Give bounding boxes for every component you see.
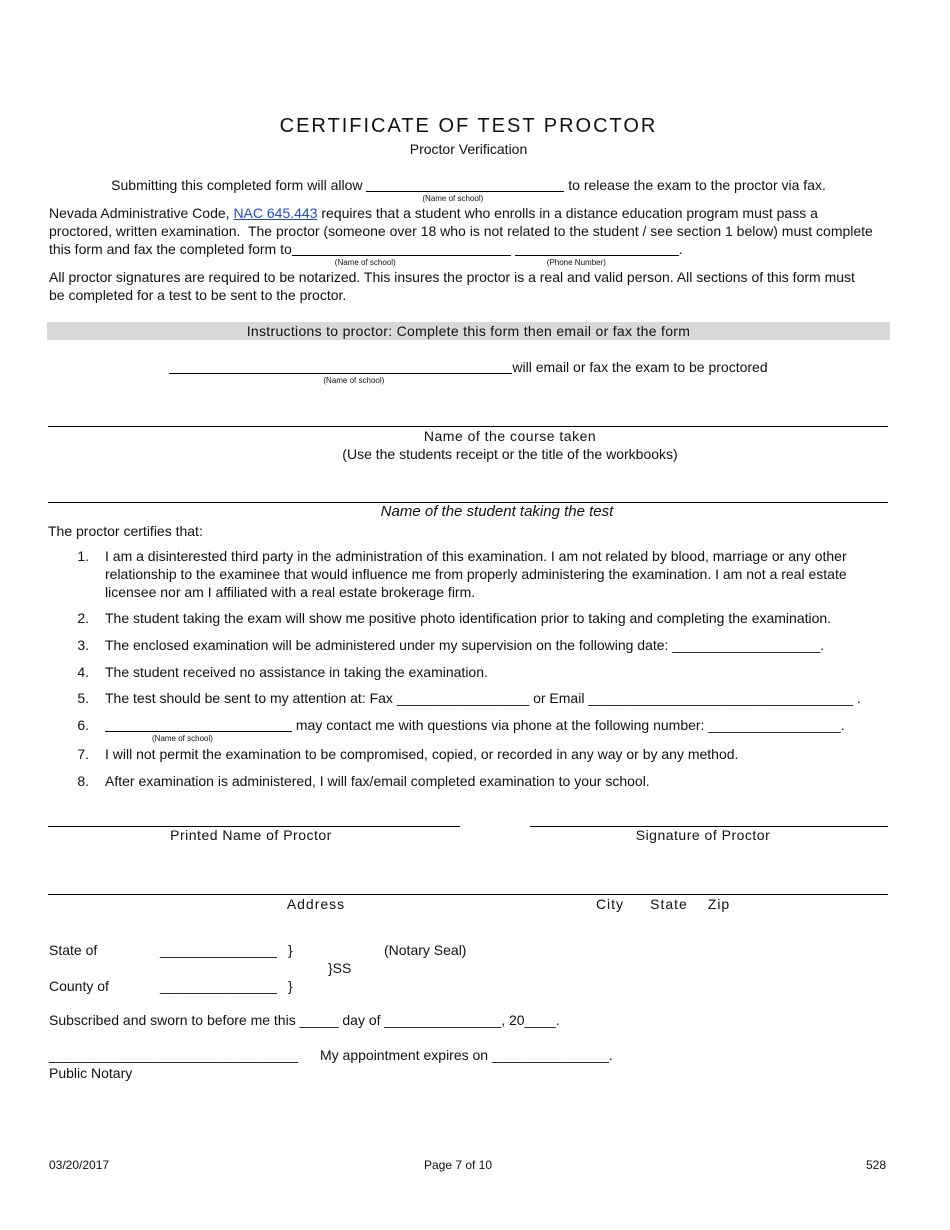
- notary-state-blank: _______________: [160, 942, 277, 958]
- notary-brace: }: [288, 978, 293, 994]
- item-text-line: licensee nor am I affiliated with a real estate brokerage firm.: [105, 584, 476, 600]
- notary-county-blank: _______________: [160, 978, 277, 994]
- notarize-paragraph-line-1: All proctor signatures are required to be notarized. This insures the proctor is a real and valid person. All sections of this form must: [49, 269, 855, 285]
- item-number: 7.: [77, 746, 89, 762]
- item-number: 5.: [77, 690, 89, 706]
- fax-school-blank: [292, 241, 511, 267]
- notary-seal-label: (Notary Seal): [384, 942, 467, 958]
- nac-645-443-link[interactable]: NAC 645.443: [233, 205, 318, 221]
- notary-signature-blank: ________________________________: [49, 1047, 299, 1063]
- notary-sworn-line: Subscribed and sworn to before me this _____ day of _______________, 20____.: [49, 1012, 560, 1028]
- printed-name-label: Printed Name of Proctor: [170, 827, 332, 843]
- nac-paragraph-line-1: [49, 204, 818, 222]
- intro-text-after: to release the exam to the proctor via fax.: [568, 177, 826, 193]
- notary-brace: }: [288, 942, 293, 958]
- intro-line: [47, 176, 890, 203]
- item-number: 1.: [77, 548, 89, 564]
- school-name-blank: [366, 177, 564, 203]
- state-label: State: [650, 896, 688, 912]
- notary-county-label: County of: [49, 978, 109, 994]
- item-number: 2.: [77, 610, 89, 626]
- notary-state-label: State of: [49, 942, 98, 958]
- footer-form-number: 528: [865, 1158, 886, 1172]
- instructions-bar-text: Instructions to proctor: Complete this form then email or fax the form: [246, 323, 691, 339]
- blank-caption: (Name of school): [422, 194, 484, 203]
- item-number: 4.: [77, 664, 89, 680]
- page-title: CERTIFICATE OF TEST PROCTOR: [279, 115, 658, 137]
- blank-caption: (Name of school): [323, 376, 385, 385]
- item-text: I will not permit the examination to be compromised, copied, or recorded in any way or by any method.: [105, 746, 739, 762]
- item-text-row: [105, 716, 845, 743]
- address-label: Address: [286, 896, 346, 912]
- item-text-line: relationship to the examinee that would influence me from properly administering the examination. I am not a real estate: [105, 566, 847, 582]
- signature-label: Signature of Proctor: [635, 827, 771, 843]
- intro-text-before: Submitting this completed form will allow: [111, 177, 363, 193]
- nac-paragraph-line-2: proctored, written examination. The proctor (someone over 18 who is not related to the student / see section 1 below) must complete: [49, 223, 873, 239]
- public-notary-label: Public Notary: [49, 1065, 133, 1081]
- nac-line3-text: this form and fax the completed form to: [49, 241, 292, 257]
- address-rule: [48, 894, 888, 895]
- zip-label: Zip: [707, 896, 731, 912]
- item-text-line: I am a disinterested third party in the administration of this examination. I am not related by blood, marriage or any other: [105, 548, 847, 564]
- item-text: After examination is administered, I will fax/email completed examination to your school.: [105, 773, 650, 789]
- blank-caption: (Phone Number): [546, 258, 606, 267]
- blank-caption: (Name of school): [334, 258, 396, 267]
- item-number: 3.: [77, 637, 89, 653]
- student-name-label: Name of the student taking the test: [380, 503, 614, 520]
- item-text: The student taking the exam will show me positive photo identification prior to taking and completing the examination.: [105, 610, 832, 626]
- certifications-heading: The proctor certifies that:: [48, 523, 203, 539]
- blank-caption: (Name of school): [152, 734, 213, 743]
- item-number: 6.: [77, 717, 89, 733]
- school-name-blank: [169, 359, 512, 385]
- city-label: City: [595, 896, 625, 912]
- item-number: 8.: [77, 773, 89, 789]
- nac-paragraph-line-3: [49, 240, 683, 267]
- item-text: The test should be sent to my attention at: Fax _________________ or Email __________________________________ .: [105, 690, 861, 706]
- nac-text-suffix: requires that a student who enrolls in a distance education program must pass a: [321, 205, 818, 221]
- school-name-blank: [105, 717, 292, 743]
- course-name-label: Name of the course taken: [423, 428, 597, 444]
- nac-line3-period: .: [678, 241, 683, 257]
- footer-page-number: Page 7 of 10: [423, 1158, 493, 1172]
- footer-date: 03/20/2017: [49, 1158, 110, 1172]
- notary-appointment-expires: My appointment expires on _______________.: [320, 1047, 613, 1063]
- item-text: may contact me with questions via phone at the following number: _________________.: [295, 717, 845, 733]
- instructions-bar: [47, 322, 890, 340]
- course-name-hint: (Use the students receipt or the title of the workbooks): [342, 446, 678, 462]
- notarize-paragraph-line-2: be completed for a test to be sent to the proctor.: [49, 287, 347, 303]
- school-release-text: will email or fax the exam to be proctored: [512, 359, 768, 375]
- item-text: The student received no assistance in taking the examination.: [105, 664, 488, 680]
- page-subtitle: Proctor Verification: [409, 141, 528, 157]
- nac-text-prefix: Nevada Administrative Code,: [49, 205, 230, 221]
- item-text: The enclosed examination will be administered under my supervision on the following date: ___________________.: [105, 637, 825, 653]
- phone-number-blank: [515, 241, 679, 267]
- notary-ss: }SS: [328, 960, 352, 976]
- school-release-line: [47, 358, 890, 385]
